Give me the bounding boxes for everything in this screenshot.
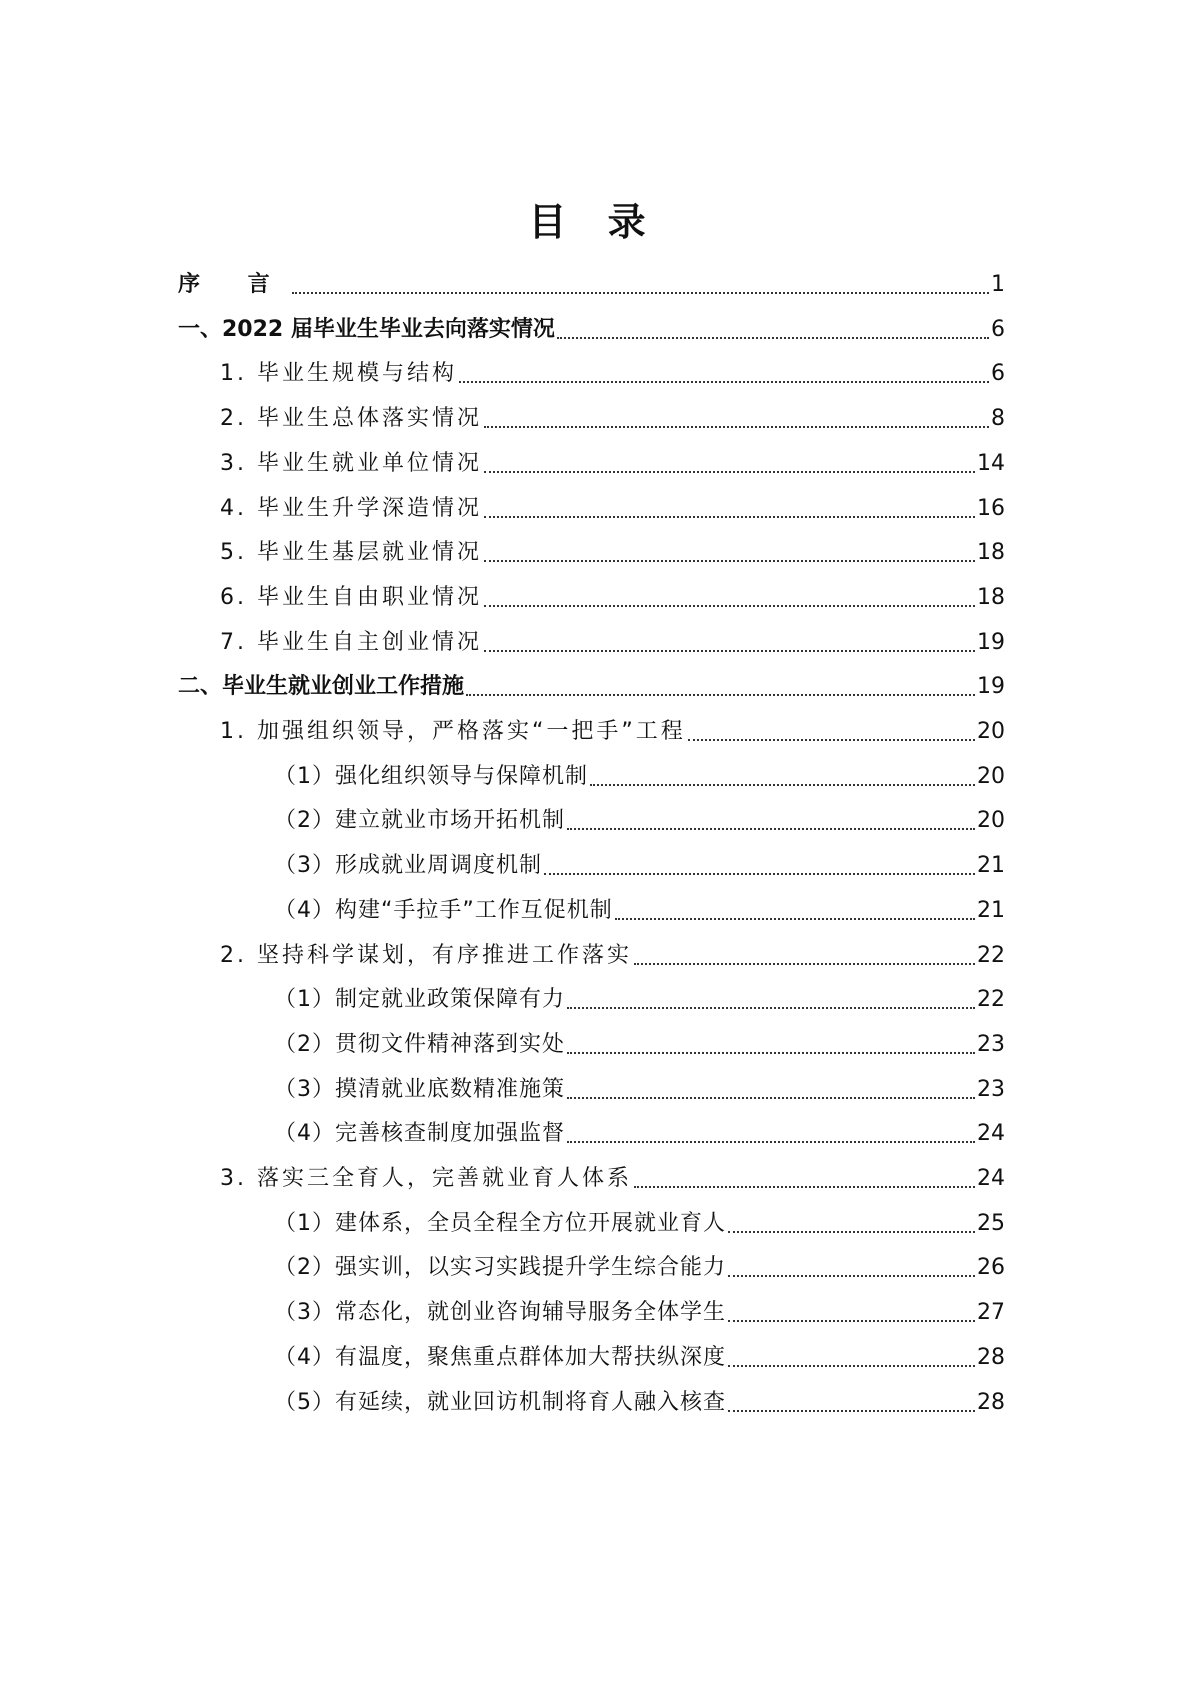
toc-dot-leader bbox=[484, 471, 975, 473]
toc-page-number: 6 bbox=[991, 361, 1005, 387]
toc-dot-leader bbox=[484, 560, 975, 562]
toc-entry[interactable] bbox=[274, 1203, 1005, 1239]
toc-dot-leader bbox=[634, 1186, 975, 1188]
toc-entry-label: （2）建立就业市场开拓机制 bbox=[274, 808, 565, 834]
toc-page-number: 20 bbox=[977, 808, 1005, 834]
toc-entry[interactable] bbox=[220, 532, 1005, 568]
toc-entry[interactable] bbox=[220, 488, 1005, 524]
toc-dot-leader bbox=[567, 1007, 975, 1009]
toc-entry-label: （4）构建“手拉手”工作互促机制 bbox=[274, 897, 613, 923]
toc-page-number: 21 bbox=[977, 853, 1005, 879]
toc-entry-label: 2. 坚持科学谋划，有序推进工作落实 bbox=[220, 942, 632, 968]
toc-entry-label: 7. 毕业生自主创业情况 bbox=[220, 629, 482, 655]
toc-entry[interactable] bbox=[178, 666, 1005, 702]
toc-entry[interactable] bbox=[274, 1337, 1005, 1373]
toc-title: 目 录 bbox=[528, 200, 660, 244]
toc-dot-leader bbox=[567, 1097, 975, 1099]
toc-page-number: 20 bbox=[977, 719, 1005, 744]
toc-dot-leader bbox=[484, 516, 975, 518]
toc-page-number: 25 bbox=[977, 1210, 1005, 1236]
toc-entry-label: （2）强实训，以实习实践提升学生综合能力 bbox=[274, 1255, 726, 1281]
toc-entry-label: 6. 毕业生自由职业情况 bbox=[220, 584, 482, 610]
toc-dot-leader bbox=[688, 739, 975, 741]
toc-page-number: 18 bbox=[977, 584, 1005, 610]
toc-dot-leader bbox=[484, 605, 975, 607]
toc-page-number: 24 bbox=[977, 1166, 1005, 1191]
toc-entry-label: （1）强化组织领导与保障机制 bbox=[274, 763, 588, 789]
toc-page-number: 28 bbox=[977, 1344, 1005, 1370]
toc-page-number: 26 bbox=[977, 1255, 1005, 1281]
toc-entry-label: （2）贯彻文件精神落到实处 bbox=[274, 1031, 565, 1057]
toc-entry[interactable] bbox=[220, 443, 1005, 479]
toc-page-number: 19 bbox=[977, 674, 1005, 700]
toc-dot-leader bbox=[590, 784, 975, 786]
toc-dot-leader bbox=[292, 292, 989, 294]
toc-page-number: 24 bbox=[977, 1121, 1005, 1147]
toc-entry[interactable] bbox=[274, 890, 1005, 926]
toc-dot-leader bbox=[728, 1410, 975, 1412]
toc-entry[interactable] bbox=[274, 756, 1005, 792]
toc-entry[interactable] bbox=[220, 622, 1005, 658]
toc-entry-label: （3）形成就业周调度机制 bbox=[274, 853, 542, 879]
toc-entry[interactable] bbox=[274, 800, 1005, 836]
toc-entry-label: 2. 毕业生总体落实情况 bbox=[220, 406, 482, 432]
toc-page-number: 18 bbox=[977, 540, 1005, 566]
toc-entry-label: （1）建体系，全员全程全方位开展就业育人 bbox=[274, 1210, 726, 1236]
toc-entry-label: 3. 毕业生就业单位情况 bbox=[220, 450, 482, 476]
toc-entry-label: （4）有温度，聚焦重点群体加大帮扶纵深度 bbox=[274, 1344, 726, 1370]
toc-entry-label: 1. 加强组织领导，严格落实“一把手”工程 bbox=[220, 719, 686, 744]
toc-entry-label: （5）有延续，就业回访机制将育人融入核查 bbox=[274, 1389, 726, 1415]
toc-entry[interactable] bbox=[220, 353, 1005, 389]
toc-dot-leader bbox=[466, 694, 975, 696]
toc-entry-label: 一、2022 届毕业生毕业去向落实情况 bbox=[178, 316, 555, 342]
toc-entry[interactable] bbox=[274, 1292, 1005, 1328]
toc-dot-leader bbox=[728, 1365, 975, 1367]
toc-entry[interactable] bbox=[220, 577, 1005, 613]
toc-entry-label: 二、毕业生就业创业工作措施 bbox=[178, 674, 465, 700]
toc-dot-leader bbox=[567, 1052, 975, 1054]
toc-dot-leader bbox=[484, 426, 989, 428]
toc-dot-leader bbox=[634, 963, 975, 965]
toc-entry-label: 4. 毕业生升学深造情况 bbox=[220, 495, 482, 521]
toc-page-number: 27 bbox=[977, 1300, 1005, 1326]
toc-entry-label: （3）常态化，就创业咨询辅导服务全体学生 bbox=[274, 1300, 726, 1326]
toc-entry-label: （3）摸清就业底数精准施策 bbox=[274, 1076, 565, 1102]
toc-entry[interactable] bbox=[220, 1158, 1005, 1194]
toc-dot-leader bbox=[557, 337, 989, 339]
toc-page-number: 6 bbox=[991, 316, 1005, 342]
toc-entry[interactable] bbox=[220, 935, 1005, 971]
toc-dot-leader bbox=[615, 918, 975, 920]
toc-entry[interactable] bbox=[274, 1113, 1005, 1149]
toc-dot-leader bbox=[728, 1275, 975, 1277]
toc-entry-label: （4）完善核查制度加强监督 bbox=[274, 1121, 565, 1147]
toc-page-number: 1 bbox=[991, 272, 1005, 297]
toc-entry[interactable] bbox=[274, 845, 1005, 881]
toc-page-number: 20 bbox=[977, 763, 1005, 789]
toc-page-number: 16 bbox=[977, 495, 1005, 521]
toc-page-number: 19 bbox=[977, 629, 1005, 655]
toc-entry-label: 5. 毕业生基层就业情况 bbox=[220, 540, 482, 566]
toc-entry[interactable] bbox=[274, 1247, 1005, 1283]
toc-entry[interactable] bbox=[220, 711, 1005, 747]
toc-dot-leader bbox=[567, 1141, 975, 1143]
toc-page-number: 8 bbox=[991, 406, 1005, 432]
toc-page-number: 14 bbox=[977, 450, 1005, 476]
toc-page-number: 21 bbox=[977, 897, 1005, 923]
toc-entry[interactable] bbox=[274, 1069, 1005, 1105]
toc-page-number: 28 bbox=[977, 1389, 1005, 1415]
toc-dot-leader bbox=[544, 873, 975, 875]
toc-entry[interactable] bbox=[220, 398, 1005, 434]
toc-page-number: 22 bbox=[977, 987, 1005, 1013]
toc-entry[interactable] bbox=[274, 1382, 1005, 1418]
toc-dot-leader bbox=[728, 1320, 975, 1322]
toc-entry[interactable] bbox=[274, 1024, 1005, 1060]
toc-entry-label: 1. 毕业生规模与结构 bbox=[220, 361, 457, 387]
toc-entry[interactable] bbox=[274, 979, 1005, 1015]
toc-entry[interactable] bbox=[178, 264, 1005, 300]
toc-dot-leader bbox=[567, 828, 975, 830]
toc-entry-label: （1）制定就业政策保障有力 bbox=[274, 987, 565, 1013]
toc-entry-label: 3. 落实三全育人，完善就业育人体系 bbox=[220, 1166, 632, 1191]
toc-entry-label: 序 言 bbox=[178, 272, 290, 297]
toc-page-number: 23 bbox=[977, 1031, 1005, 1057]
toc-dot-leader bbox=[484, 650, 975, 652]
toc-entry[interactable] bbox=[178, 309, 1005, 345]
toc-dot-leader bbox=[459, 381, 989, 383]
toc-page-number: 23 bbox=[977, 1076, 1005, 1102]
toc-dot-leader bbox=[728, 1231, 975, 1233]
toc-page-number: 22 bbox=[977, 942, 1005, 968]
